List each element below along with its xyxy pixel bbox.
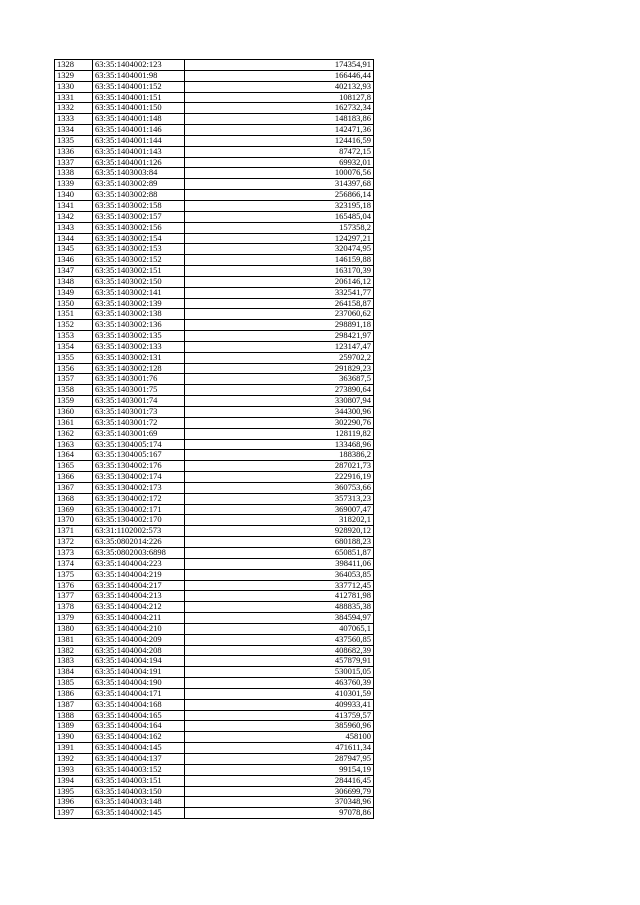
- value-cell: 323195,18: [185, 200, 374, 211]
- row-number-cell: 1370: [55, 515, 93, 526]
- cadastral-number-cell: 63:35:1404004:219: [93, 569, 185, 580]
- cadastral-number-cell: 63:31:1102002:573: [93, 526, 185, 537]
- row-number-cell: 1387: [55, 699, 93, 710]
- table-row: [55, 797, 374, 808]
- value-cell: 142471,36: [185, 125, 374, 136]
- table-row: [55, 417, 374, 428]
- value-cell: 237060,62: [185, 309, 374, 320]
- cadastral-number-cell: 63:35:0802003:6898: [93, 547, 185, 558]
- row-number-cell: 1351: [55, 309, 93, 320]
- value-cell: 398411,06: [185, 558, 374, 569]
- row-number-cell: 1377: [55, 591, 93, 602]
- value-cell: 165485,04: [185, 211, 374, 222]
- cadastral-number-cell: 63:35:1403002:133: [93, 341, 185, 352]
- table-row: [55, 569, 374, 580]
- table-row: [55, 667, 374, 678]
- table-row: [55, 200, 374, 211]
- value-cell: 287947,95: [185, 754, 374, 765]
- row-number-cell: 1396: [55, 797, 93, 808]
- table-row: [55, 721, 374, 732]
- value-cell: 318202,1: [185, 515, 374, 526]
- row-number-cell: 1342: [55, 211, 93, 222]
- value-cell: 363687,5: [185, 374, 374, 385]
- row-number-cell: 1363: [55, 439, 93, 450]
- value-cell: 298891,18: [185, 320, 374, 331]
- value-cell: 287021,73: [185, 461, 374, 472]
- cadastral-number-cell: 63:35:1404004:210: [93, 623, 185, 634]
- table-row: [55, 678, 374, 689]
- table-row: [55, 103, 374, 114]
- value-cell: 291829,23: [185, 363, 374, 374]
- table-body: [55, 60, 374, 819]
- value-cell: 163170,39: [185, 266, 374, 277]
- value-cell: 357313,23: [185, 493, 374, 504]
- row-number-cell: 1368: [55, 493, 93, 504]
- value-cell: 273890,64: [185, 385, 374, 396]
- table-row: [55, 125, 374, 136]
- cadastral-number-cell: 63:35:1403002:153: [93, 244, 185, 255]
- cadastral-number-cell: 63:35:1404004:190: [93, 678, 185, 689]
- table-row: [55, 558, 374, 569]
- cadastral-number-cell: 63:35:1404001:144: [93, 135, 185, 146]
- table-row: [55, 482, 374, 493]
- cadastral-number-cell: 63:35:1403002:88: [93, 190, 185, 201]
- table-row: [55, 309, 374, 320]
- cadastral-number-cell: 63:35:1403003:84: [93, 168, 185, 179]
- row-number-cell: 1362: [55, 428, 93, 439]
- table-row: [55, 157, 374, 168]
- value-cell: 174354,91: [185, 60, 374, 71]
- row-number-cell: 1395: [55, 786, 93, 797]
- value-cell: 413759,57: [185, 710, 374, 721]
- value-cell: 412781,98: [185, 591, 374, 602]
- value-cell: 360753,66: [185, 482, 374, 493]
- table-row: [55, 493, 374, 504]
- table-row: [55, 732, 374, 743]
- value-cell: 146159,88: [185, 255, 374, 266]
- value-cell: 108127,8: [185, 92, 374, 103]
- row-number-cell: 1358: [55, 385, 93, 396]
- value-cell: 148183,86: [185, 114, 374, 125]
- table-row: [55, 786, 374, 797]
- table-row: [55, 331, 374, 342]
- table-row: [55, 385, 374, 396]
- cadastral-number-cell: 63:35:1404004:211: [93, 613, 185, 624]
- value-cell: 259702,2: [185, 352, 374, 363]
- cadastral-value-table: [54, 59, 374, 819]
- cadastral-number-cell: 63:35:1404004:165: [93, 710, 185, 721]
- value-cell: 264158,87: [185, 298, 374, 309]
- value-cell: 330807,94: [185, 396, 374, 407]
- cadastral-number-cell: 63:35:1404001:151: [93, 92, 185, 103]
- value-cell: 123147,47: [185, 341, 374, 352]
- row-number-cell: 1383: [55, 656, 93, 667]
- cadastral-number-cell: 63:35:1403001:69: [93, 428, 185, 439]
- table-row: [55, 526, 374, 537]
- row-number-cell: 1331: [55, 92, 93, 103]
- row-number-cell: 1336: [55, 146, 93, 157]
- table-row: [55, 233, 374, 244]
- value-cell: 206146,12: [185, 276, 374, 287]
- value-cell: 128119,82: [185, 428, 374, 439]
- cadastral-number-cell: 63:35:1404001:126: [93, 157, 185, 168]
- table-row: [55, 688, 374, 699]
- value-cell: 124297,21: [185, 233, 374, 244]
- row-number-cell: 1397: [55, 808, 93, 819]
- cadastral-number-cell: 63:35:1304002:172: [93, 493, 185, 504]
- cadastral-number-cell: 63:35:1404004:194: [93, 656, 185, 667]
- cadastral-number-cell: 63:35:1403002:128: [93, 363, 185, 374]
- value-cell: 410301,59: [185, 688, 374, 699]
- table-row: [55, 461, 374, 472]
- value-cell: 437560,85: [185, 634, 374, 645]
- row-number-cell: 1392: [55, 754, 93, 765]
- table-row: [55, 190, 374, 201]
- row-number-cell: 1378: [55, 602, 93, 613]
- cadastral-number-cell: 63:35:1403002:131: [93, 352, 185, 363]
- table-row: [55, 276, 374, 287]
- row-number-cell: 1335: [55, 135, 93, 146]
- table-row: [55, 396, 374, 407]
- row-number-cell: 1334: [55, 125, 93, 136]
- cadastral-number-cell: 63:35:1403001:75: [93, 385, 185, 396]
- value-cell: 385960,96: [185, 721, 374, 732]
- value-cell: 407065,1: [185, 623, 374, 634]
- table-row: [55, 146, 374, 157]
- table-row: [55, 699, 374, 710]
- cadastral-number-cell: 63:35:1403002:150: [93, 276, 185, 287]
- value-cell: 157358,2: [185, 222, 374, 233]
- cadastral-number-cell: 63:35:1403001:73: [93, 407, 185, 418]
- row-number-cell: 1361: [55, 417, 93, 428]
- value-cell: 166446,44: [185, 70, 374, 81]
- row-number-cell: 1366: [55, 472, 93, 483]
- row-number-cell: 1381: [55, 634, 93, 645]
- table-row: [55, 450, 374, 461]
- table-row: [55, 754, 374, 765]
- row-number-cell: 1340: [55, 190, 93, 201]
- cadastral-number-cell: 63:35:1404004:168: [93, 699, 185, 710]
- row-number-cell: 1345: [55, 244, 93, 255]
- table-row: [55, 743, 374, 754]
- value-cell: 302290,76: [185, 417, 374, 428]
- cadastral-number-cell: 63:35:1404003:151: [93, 775, 185, 786]
- cadastral-number-cell: 63:35:1404004:208: [93, 645, 185, 656]
- row-number-cell: 1391: [55, 743, 93, 754]
- value-cell: 337712,45: [185, 580, 374, 591]
- cadastral-number-cell: 63:35:1404004:209: [93, 634, 185, 645]
- cadastral-number-cell: 63:35:1304002:170: [93, 515, 185, 526]
- table-row: [55, 775, 374, 786]
- value-cell: 369007,47: [185, 504, 374, 515]
- table-row: [55, 580, 374, 591]
- cadastral-number-cell: 63:35:1304005:174: [93, 439, 185, 450]
- value-cell: 162732,34: [185, 103, 374, 114]
- table-row: [55, 298, 374, 309]
- row-number-cell: 1329: [55, 70, 93, 81]
- table-row: [55, 70, 374, 81]
- value-cell: 298421,97: [185, 331, 374, 342]
- table-row: [55, 135, 374, 146]
- row-number-cell: 1332: [55, 103, 93, 114]
- row-number-cell: 1380: [55, 623, 93, 634]
- table-row: [55, 407, 374, 418]
- row-number-cell: 1333: [55, 114, 93, 125]
- row-number-cell: 1386: [55, 688, 93, 699]
- value-cell: 650851,87: [185, 547, 374, 558]
- value-cell: 188386,2: [185, 450, 374, 461]
- cadastral-number-cell: 63:35:0802014:226: [93, 537, 185, 548]
- row-number-cell: 1355: [55, 352, 93, 363]
- row-number-cell: 1352: [55, 320, 93, 331]
- value-cell: 256866,14: [185, 190, 374, 201]
- cadastral-number-cell: 63:35:1404004:223: [93, 558, 185, 569]
- cadastral-number-cell: 63:35:1403002:158: [93, 200, 185, 211]
- row-number-cell: 1371: [55, 526, 93, 537]
- value-cell: 284416,45: [185, 775, 374, 786]
- table-row: [55, 81, 374, 92]
- row-number-cell: 1364: [55, 450, 93, 461]
- row-number-cell: 1350: [55, 298, 93, 309]
- table-row: [55, 623, 374, 634]
- value-cell: 680188,23: [185, 537, 374, 548]
- value-cell: 384594,97: [185, 613, 374, 624]
- cadastral-number-cell: 63:35:1403002:156: [93, 222, 185, 233]
- value-cell: 100076,56: [185, 168, 374, 179]
- row-number-cell: 1344: [55, 233, 93, 244]
- cadastral-number-cell: 63:35:1403002:138: [93, 309, 185, 320]
- table-row: [55, 537, 374, 548]
- cadastral-number-cell: 63:35:1404001:150: [93, 103, 185, 114]
- row-number-cell: 1390: [55, 732, 93, 743]
- row-number-cell: 1373: [55, 547, 93, 558]
- row-number-cell: 1369: [55, 504, 93, 515]
- table-row: [55, 439, 374, 450]
- value-cell: 530015,05: [185, 667, 374, 678]
- cadastral-number-cell: 63:35:1403002:154: [93, 233, 185, 244]
- value-cell: 99154,19: [185, 764, 374, 775]
- row-number-cell: 1394: [55, 775, 93, 786]
- table-row: [55, 341, 374, 352]
- row-number-cell: 1372: [55, 537, 93, 548]
- value-cell: 97078,86: [185, 808, 374, 819]
- row-number-cell: 1338: [55, 168, 93, 179]
- cadastral-number-cell: 63:35:1404002:123: [93, 60, 185, 71]
- cadastral-number-cell: 63:35:1403002:157: [93, 211, 185, 222]
- cadastral-number-cell: 63:35:1403002:139: [93, 298, 185, 309]
- row-number-cell: 1328: [55, 60, 93, 71]
- cadastral-number-cell: 63:35:1404001:148: [93, 114, 185, 125]
- cadastral-number-cell: 63:35:1404004:137: [93, 754, 185, 765]
- row-number-cell: 1365: [55, 461, 93, 472]
- cadastral-number-cell: 63:35:1403002:151: [93, 266, 185, 277]
- row-number-cell: 1337: [55, 157, 93, 168]
- cadastral-number-cell: 63:35:1404004:212: [93, 602, 185, 613]
- cadastral-number-cell: 63:35:1404004:171: [93, 688, 185, 699]
- value-cell: 471611,34: [185, 743, 374, 754]
- table-row: [55, 634, 374, 645]
- cadastral-number-cell: 63:35:1304005:167: [93, 450, 185, 461]
- cadastral-number-cell: 63:35:1404001:98: [93, 70, 185, 81]
- cadastral-number-cell: 63:35:1404004:213: [93, 591, 185, 602]
- row-number-cell: 1357: [55, 374, 93, 385]
- cadastral-number-cell: 63:35:1404004:164: [93, 721, 185, 732]
- value-cell: 222916,19: [185, 472, 374, 483]
- table-row: [55, 255, 374, 266]
- row-number-cell: 1339: [55, 179, 93, 190]
- cadastral-number-cell: 63:35:1404004:217: [93, 580, 185, 591]
- value-cell: 344300,96: [185, 407, 374, 418]
- table-row: [55, 764, 374, 775]
- row-number-cell: 1330: [55, 81, 93, 92]
- value-cell: 458100: [185, 732, 374, 743]
- row-number-cell: 1359: [55, 396, 93, 407]
- table-row: [55, 645, 374, 656]
- cadastral-number-cell: 63:35:1403001:72: [93, 417, 185, 428]
- table-row: [55, 515, 374, 526]
- table-row: [55, 60, 374, 71]
- value-cell: 457879,91: [185, 656, 374, 667]
- row-number-cell: 1354: [55, 341, 93, 352]
- cadastral-number-cell: 63:35:1404004:191: [93, 667, 185, 678]
- row-number-cell: 1360: [55, 407, 93, 418]
- cadastral-number-cell: 63:35:1404004:145: [93, 743, 185, 754]
- table-row: [55, 613, 374, 624]
- value-cell: 69932,01: [185, 157, 374, 168]
- table-row: [55, 244, 374, 255]
- cadastral-number-cell: 63:35:1403002:141: [93, 287, 185, 298]
- value-cell: 408682,39: [185, 645, 374, 656]
- value-cell: 320474,95: [185, 244, 374, 255]
- value-cell: 133468,96: [185, 439, 374, 450]
- cadastral-number-cell: 63:35:1404001:143: [93, 146, 185, 157]
- table-row: [55, 547, 374, 558]
- table-row: [55, 168, 374, 179]
- table-row: [55, 179, 374, 190]
- cadastral-number-cell: 63:35:1404003:150: [93, 786, 185, 797]
- row-number-cell: 1388: [55, 710, 93, 721]
- cadastral-number-cell: 63:35:1404001:152: [93, 81, 185, 92]
- row-number-cell: 1353: [55, 331, 93, 342]
- row-number-cell: 1393: [55, 764, 93, 775]
- table-row: [55, 808, 374, 819]
- row-number-cell: 1343: [55, 222, 93, 233]
- table-row: [55, 428, 374, 439]
- row-number-cell: 1375: [55, 569, 93, 580]
- cadastral-number-cell: 63:35:1403002:152: [93, 255, 185, 266]
- value-cell: 87472,15: [185, 146, 374, 157]
- row-number-cell: 1356: [55, 363, 93, 374]
- row-number-cell: 1374: [55, 558, 93, 569]
- cadastral-number-cell: 63:35:1403002:135: [93, 331, 185, 342]
- value-cell: 928920,12: [185, 526, 374, 537]
- row-number-cell: 1385: [55, 678, 93, 689]
- row-number-cell: 1382: [55, 645, 93, 656]
- cadastral-number-cell: 63:35:1404004:162: [93, 732, 185, 743]
- cadastral-number-cell: 63:35:1304002:174: [93, 472, 185, 483]
- value-cell: 306699,79: [185, 786, 374, 797]
- cadastral-number-cell: 63:35:1403001:76: [93, 374, 185, 385]
- row-number-cell: 1389: [55, 721, 93, 732]
- table-row: [55, 591, 374, 602]
- cadastral-number-cell: 63:35:1403002:89: [93, 179, 185, 190]
- table-row: [55, 222, 374, 233]
- cadastral-number-cell: 63:35:1404002:145: [93, 808, 185, 819]
- table-row: [55, 320, 374, 331]
- table-row: [55, 710, 374, 721]
- cadastral-number-cell: 63:35:1403002:136: [93, 320, 185, 331]
- row-number-cell: 1348: [55, 276, 93, 287]
- row-number-cell: 1347: [55, 266, 93, 277]
- table-row: [55, 472, 374, 483]
- row-number-cell: 1384: [55, 667, 93, 678]
- row-number-cell: 1349: [55, 287, 93, 298]
- cadastral-number-cell: 63:35:1404001:146: [93, 125, 185, 136]
- table-row: [55, 287, 374, 298]
- value-cell: 370348,96: [185, 797, 374, 808]
- table-row: [55, 656, 374, 667]
- value-cell: 409933,41: [185, 699, 374, 710]
- value-cell: 463760,39: [185, 678, 374, 689]
- value-cell: 488835,38: [185, 602, 374, 613]
- table-row: [55, 374, 374, 385]
- cadastral-number-cell: 63:35:1404003:148: [93, 797, 185, 808]
- table-row: [55, 504, 374, 515]
- cadastral-number-cell: 63:35:1304002:173: [93, 482, 185, 493]
- table-row: [55, 266, 374, 277]
- cadastral-number-cell: 63:35:1404003:152: [93, 764, 185, 775]
- value-cell: 402132,93: [185, 81, 374, 92]
- table-row: [55, 363, 374, 374]
- row-number-cell: 1367: [55, 482, 93, 493]
- cadastral-number-cell: 63:35:1403001:74: [93, 396, 185, 407]
- row-number-cell: 1376: [55, 580, 93, 591]
- value-cell: 314397,68: [185, 179, 374, 190]
- table-row: [55, 352, 374, 363]
- row-number-cell: 1341: [55, 200, 93, 211]
- row-number-cell: 1379: [55, 613, 93, 624]
- cadastral-number-cell: 63:35:1304002:171: [93, 504, 185, 515]
- table-row: [55, 602, 374, 613]
- value-cell: 124416,59: [185, 135, 374, 146]
- cadastral-number-cell: 63:35:1304002:176: [93, 461, 185, 472]
- value-cell: 332541,77: [185, 287, 374, 298]
- row-number-cell: 1346: [55, 255, 93, 266]
- value-cell: 364053,85: [185, 569, 374, 580]
- table-row: [55, 211, 374, 222]
- table-row: [55, 92, 374, 103]
- table-row: [55, 114, 374, 125]
